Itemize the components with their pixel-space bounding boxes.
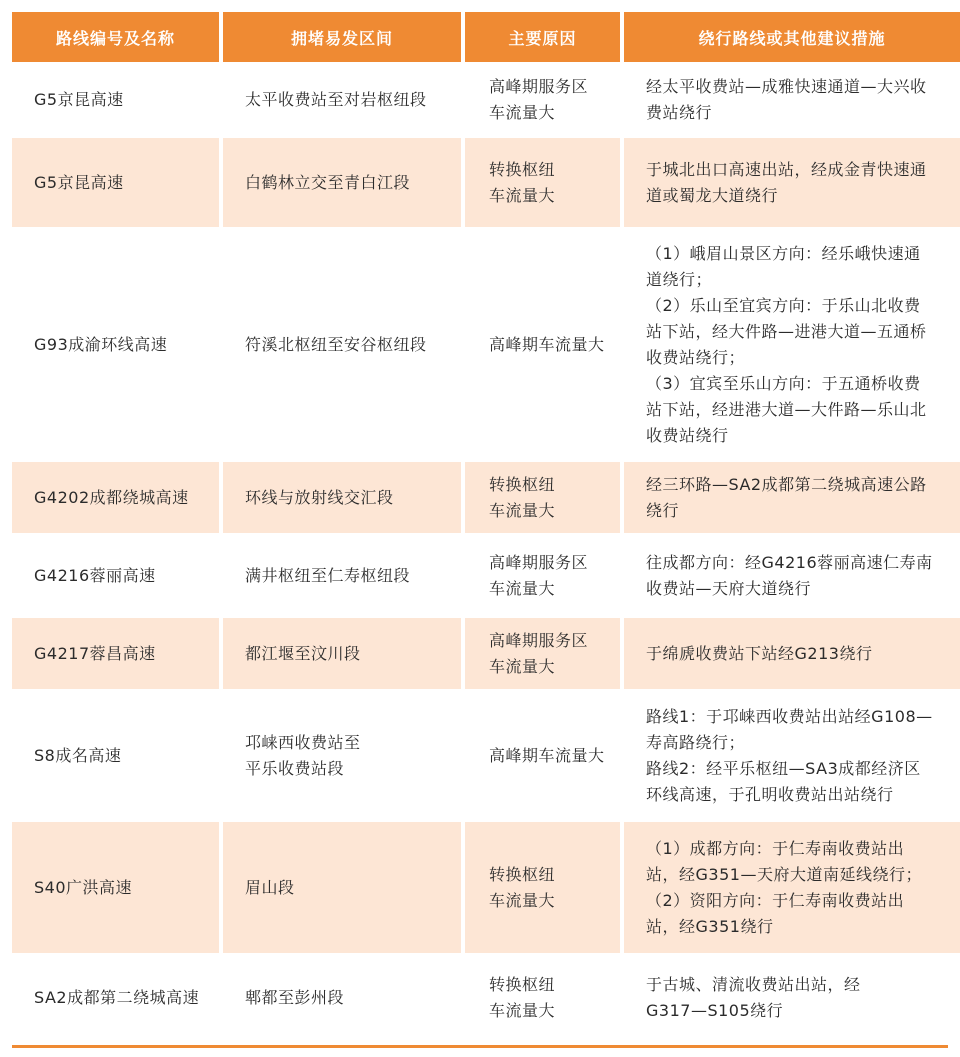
route-cell: G4202成都绕城高速 (12, 462, 219, 533)
reason-cell: 转换枢纽 车流量大 (465, 956, 620, 1039)
table-row (12, 230, 960, 459)
table-row (12, 692, 960, 819)
reason-cell: 高峰期车流量大 (465, 692, 620, 819)
route-cell: S8成名高速 (12, 692, 219, 819)
route-cell: G4216蓉丽高速 (12, 536, 219, 615)
route-cell: SA2成都第二绕城高速 (12, 956, 219, 1039)
detour-cell: 于城北出口高速出站，经成金青快速通 道或蜀龙大道绕行 (624, 138, 960, 227)
section-cell: 符溪北枢纽至安谷枢纽段 (223, 230, 461, 459)
detour-cell: 于绵虒收费站下站经G213绕行 (624, 618, 960, 689)
detour-cell: （1）峨眉山景区方向：经乐峨快速通 道绕行； （2）乐山至宜宾方向：于乐山北收费 站下站，经大件路—进港大道—五通桥 收费站绕行； （3）宜宾至乐山方向：于五通桥收费 站下站，经进港大道—大件路—乐山北 收费站绕行 (624, 230, 960, 459)
table-row (12, 618, 960, 689)
reason-cell: 转换枢纽 车流量大 (465, 138, 620, 227)
route-cell: G5京昆高速 (12, 138, 219, 227)
reason-cell: 转换枢纽 车流量大 (465, 822, 620, 953)
section-cell: 郫都至彭州段 (223, 956, 461, 1039)
section-cell: 白鹤林立交至青白江段 (223, 138, 461, 227)
section-cell: 都江堰至汶川段 (223, 618, 461, 689)
table-row (12, 536, 960, 615)
section-cell: 环线与放射线交汇段 (223, 462, 461, 533)
detour-cell: 往成都方向：经G4216蓉丽高速仁寿南 收费站—天府大道绕行 (624, 536, 960, 615)
table-bottom-rule (12, 1045, 948, 1048)
route-cell: S40广洪高速 (12, 822, 219, 953)
table-row (12, 138, 960, 227)
detour-cell: 经三环路—SA2成都第二绕城高速公路 绕行 (624, 462, 960, 533)
detour-cell: 于古城、清流收费站出站，经 G317—S105绕行 (624, 956, 960, 1039)
table-row (12, 822, 960, 953)
reason-cell: 高峰期服务区 车流量大 (465, 618, 620, 689)
section-cell: 满井枢纽至仁寿枢纽段 (223, 536, 461, 615)
route-cell: G5京昆高速 (12, 65, 219, 135)
section-cell: 太平收费站至对岩枢纽段 (223, 65, 461, 135)
reason-cell: 转换枢纽 车流量大 (465, 462, 620, 533)
header-section: 拥堵易发区间 (223, 12, 461, 62)
header-row (12, 12, 960, 62)
header-route: 路线编号及名称 (12, 12, 219, 62)
detour-cell: 路线1：于邛崃西收费站出站经G108— 寿高路绕行； 路线2：经平乐枢纽—SA3成都经济区 环线高速，于孔明收费站出站绕行 (624, 692, 960, 819)
route-cell: G4217蓉昌高速 (12, 618, 219, 689)
reason-cell: 高峰期服务区 车流量大 (465, 536, 620, 615)
table-row (12, 956, 960, 1039)
table-row (12, 462, 960, 533)
route-cell: G93成渝环线高速 (12, 230, 219, 459)
reason-cell: 高峰期车流量大 (465, 230, 620, 459)
section-cell: 邛崃西收费站至 平乐收费站段 (223, 692, 461, 819)
detour-cell: 经太平收费站—成雅快速通道—大兴收 费站绕行 (624, 65, 960, 135)
header-reason: 主要原因 (465, 12, 620, 62)
reason-cell: 高峰期服务区 车流量大 (465, 65, 620, 135)
header-detour: 绕行路线或其他建议措施 (624, 12, 960, 62)
table-row (12, 65, 960, 135)
section-cell: 眉山段 (223, 822, 461, 953)
detour-cell: （1）成都方向：于仁寿南收费站出 站，经G351—天府大道南延线绕行； （2）资阳方向：于仁寿南收费站出 站，经G351绕行 (624, 822, 960, 953)
congestion-table (8, 9, 960, 1042)
